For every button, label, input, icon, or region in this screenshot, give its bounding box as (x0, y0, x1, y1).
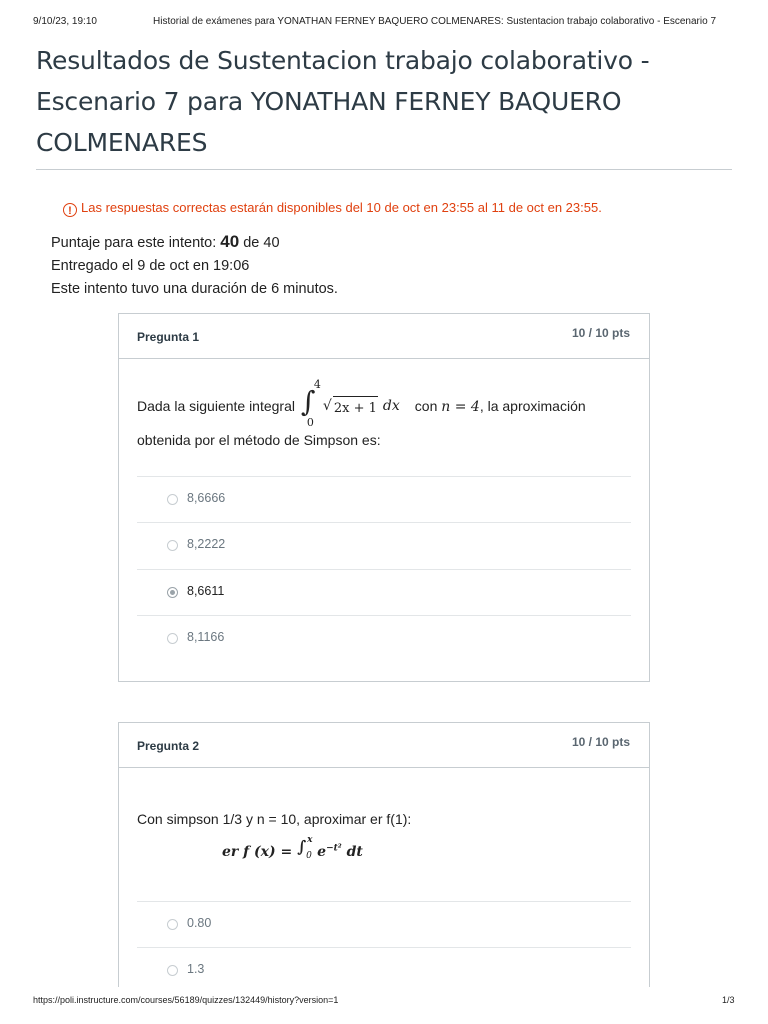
title-divider (36, 169, 732, 170)
page-title-line-1: Resultados de Sustentacion trabajo colaborativo - (36, 46, 650, 75)
warning-icon: ! (63, 203, 77, 217)
question-text-con: con (414, 398, 438, 414)
score-value: 40 (220, 232, 240, 251)
differential: dx (382, 398, 400, 414)
question-text-line-2: obtenida por el método de Simpson es: (137, 432, 381, 448)
n-value: n = 4 (441, 399, 480, 415)
radio-button[interactable] (167, 494, 178, 505)
score-total: de 40 (239, 235, 280, 251)
integral-sign: ∫ (300, 385, 316, 418)
formula-dt: dt (341, 844, 363, 860)
formula-lower-limit: 0 (306, 851, 312, 861)
formula-e: e (317, 844, 327, 860)
radio-button[interactable] (167, 540, 178, 551)
answer-label: 1.3 (187, 962, 205, 976)
answer-option[interactable] (137, 947, 631, 987)
question-header (119, 314, 649, 359)
question-text (137, 378, 586, 429)
question-text-intro: Dada la siguiente integral (137, 398, 295, 414)
radio-button[interactable] (167, 919, 178, 930)
print-date: 9/10/23, 19:10 (33, 16, 97, 27)
answers-availability-notice (63, 200, 602, 217)
formula-upper-limit: x (307, 835, 313, 845)
answer-option[interactable] (137, 522, 631, 568)
question-points: 10 / 10 pts (571, 735, 630, 749)
formula-integral (297, 835, 317, 861)
answer-label: 8,6666 (187, 491, 226, 505)
print-page-title: Historial de exámenes para YONATHAN FERNEY BAQUERO COLMENARES: Sustentacion trabajo colaborativo - Escenario 7 (153, 16, 717, 27)
question-points: 10 / 10 pts (571, 326, 630, 340)
question-2 (118, 722, 650, 987)
integrand: 2x + 1 (333, 396, 378, 417)
question-header (119, 723, 649, 768)
erf-formula (222, 835, 363, 861)
formula-exponent: −t² (326, 843, 342, 854)
page-title-line-3: COLMENARES (36, 128, 208, 157)
question-text-after: , la aproximación (479, 398, 586, 414)
question-name: Pregunta 1 (137, 330, 200, 344)
answer-option[interactable] (137, 901, 631, 947)
answer-option[interactable] (137, 615, 631, 661)
attempt-score (51, 232, 280, 252)
attempt-duration: Este intento tuvo una duración de 6 minutos. (51, 281, 338, 297)
answer-option-selected[interactable] (137, 569, 631, 615)
answer-label: 8,6611 (187, 584, 225, 598)
question-text: Con simpson 1/3 y n = 10, aproximar er f(1): (137, 811, 412, 827)
question-name: Pregunta 2 (137, 739, 200, 753)
radio-button[interactable] (167, 633, 178, 644)
answer-label: 8,2222 (187, 537, 226, 551)
footer-page-number: 1/3 (722, 995, 735, 1005)
page-title (36, 40, 736, 163)
notice-text: Las respuestas correctas estarán disponibles del 10 de oct en 23:55 al 11 de oct en 23:55. (81, 200, 602, 215)
answer-label: 8,1166 (187, 630, 225, 644)
integral-lower-limit: 0 (306, 416, 314, 429)
radio-button-checked[interactable] (167, 587, 178, 598)
footer-url: https://poli.instructure.com/courses/56189/quizzes/132449/history?version=1 (33, 995, 339, 1005)
page-title-line-2: Escenario 7 para YONATHAN FERNEY BAQUERO (36, 87, 622, 116)
radio-button[interactable] (167, 965, 178, 976)
question-1 (118, 313, 650, 682)
attempt-submitted: Entregado el 9 de oct en 19:06 (51, 258, 250, 274)
integral-sign: ∫ (297, 837, 307, 856)
print-header (0, 16, 768, 32)
integral-upper-limit: 4 (313, 378, 321, 391)
formula-lhs: er f (x) = (222, 844, 298, 860)
integral-formula (299, 378, 411, 429)
answer-option[interactable] (137, 476, 631, 522)
score-label: Puntaje para este intento: (51, 235, 221, 251)
sqrt-sign: √ (322, 398, 332, 414)
answer-label: 0.80 (187, 916, 212, 930)
